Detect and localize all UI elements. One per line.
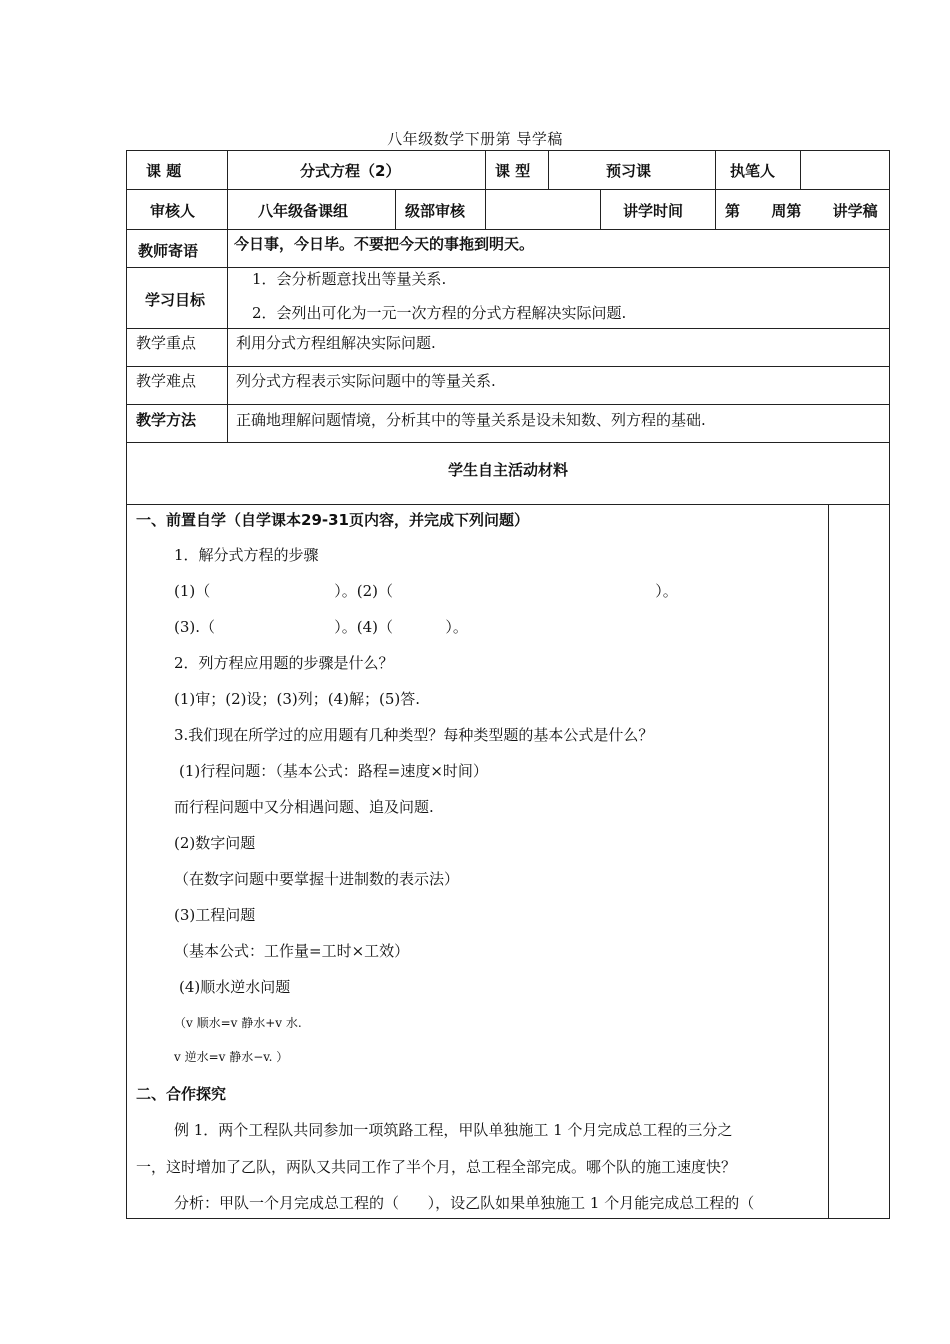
type-value: 预习课 [606,162,652,180]
focus-value: 利用分式方程组解决实际问题. [236,334,436,352]
type-number-note: （在数字问题中要掌握十进制数的表示法） [174,870,460,888]
example-1-analysis: 分析：甲队一个月完成总工程的（ ），设乙队如果单独施工 1 个月能完成总工程的（ [174,1194,755,1212]
question-2-answer: (1)审；(2)设；(3)列；(4)解；(5)答. [174,690,421,708]
steps-line-2: (3).（ ）。(4)（ ）。 [174,618,468,636]
type-work-note: （基本公式：工作量=工时×工效） [174,942,410,960]
dept-label: 级部审核 [405,202,466,220]
steps-line-1: (1)（ ）。(2)（ ）。 [174,582,678,600]
document-title: 八年级数学下册第 导学稿 [387,130,563,148]
example-1-line-1: 例 1．两个工程队共同参加一项筑路工程，甲队单独施工 1 个月完成总工程的三分之 [174,1121,733,1139]
difficulty-label: 教学难点 [136,372,197,390]
part1-title: 一、前置自学（自学课本29-31页内容，并完成下列问题） [136,511,529,529]
question-1: 1．解分式方程的步骤 [174,546,319,564]
formula-downstream: （v 顺水=v 静水+v 水. [174,1016,302,1030]
topic-value: 分式方程（2） [300,162,401,180]
section-title: 学生自主活动材料 [447,461,568,479]
type-travel-note: 而行程问题中又分相遇问题、追及问题. [174,798,434,816]
time-value: 第 周第 讲学稿 [725,202,878,220]
message-label: 教师寄语 [138,242,199,260]
question-2: 2．列方程应用题的步骤是什么？ [174,654,394,672]
method-label: 教学方法 [136,411,197,429]
reviewer-value: 八年级备课组 [258,202,349,220]
goal-item: 2．会列出可化为一元一次方程的分式方程解决实际问题. [252,304,627,322]
focus-label: 教学重点 [136,334,197,352]
type-travel: (1)行程问题：（基本公式：路程=速度×时间） [179,762,488,780]
type-stream: (4)顺水逆水问题 [179,978,291,996]
topic-label: 课 题 [146,162,182,180]
goal-item: 1．会分析题意找出等量关系. [252,270,447,288]
part2-title: 二、合作探究 [136,1085,227,1103]
type-label: 课 型 [495,162,531,180]
reviewer-label: 审核人 [150,202,196,220]
example-1-line-2: 一，这时增加了乙队，两队又共同工作了半个月，总工程全部完成。哪个队的施工速度快？ [136,1158,737,1176]
type-work: (3)工程问题 [174,906,256,924]
difficulty-value: 列分式方程表示实际问题中的等量关系. [236,372,496,390]
formula-upstream: v 逆水=v 静水−v. ） [174,1050,289,1064]
type-number: (2)数字问题 [174,834,256,852]
author-label: 执笔人 [730,162,776,180]
time-label: 讲学时间 [623,202,684,220]
goals-label: 学习目标 [145,291,206,309]
question-3: 3.我们现在所学过的应用题有几种类型？每种类型题的基本公式是什么？ [174,726,654,744]
method-value: 正确地理解问题情境，分析其中的等量关系是设未知数、列方程的基础. [236,411,706,429]
teacher-message: 今日事，今日毕。不要把今天的事拖到明天。 [234,235,535,253]
